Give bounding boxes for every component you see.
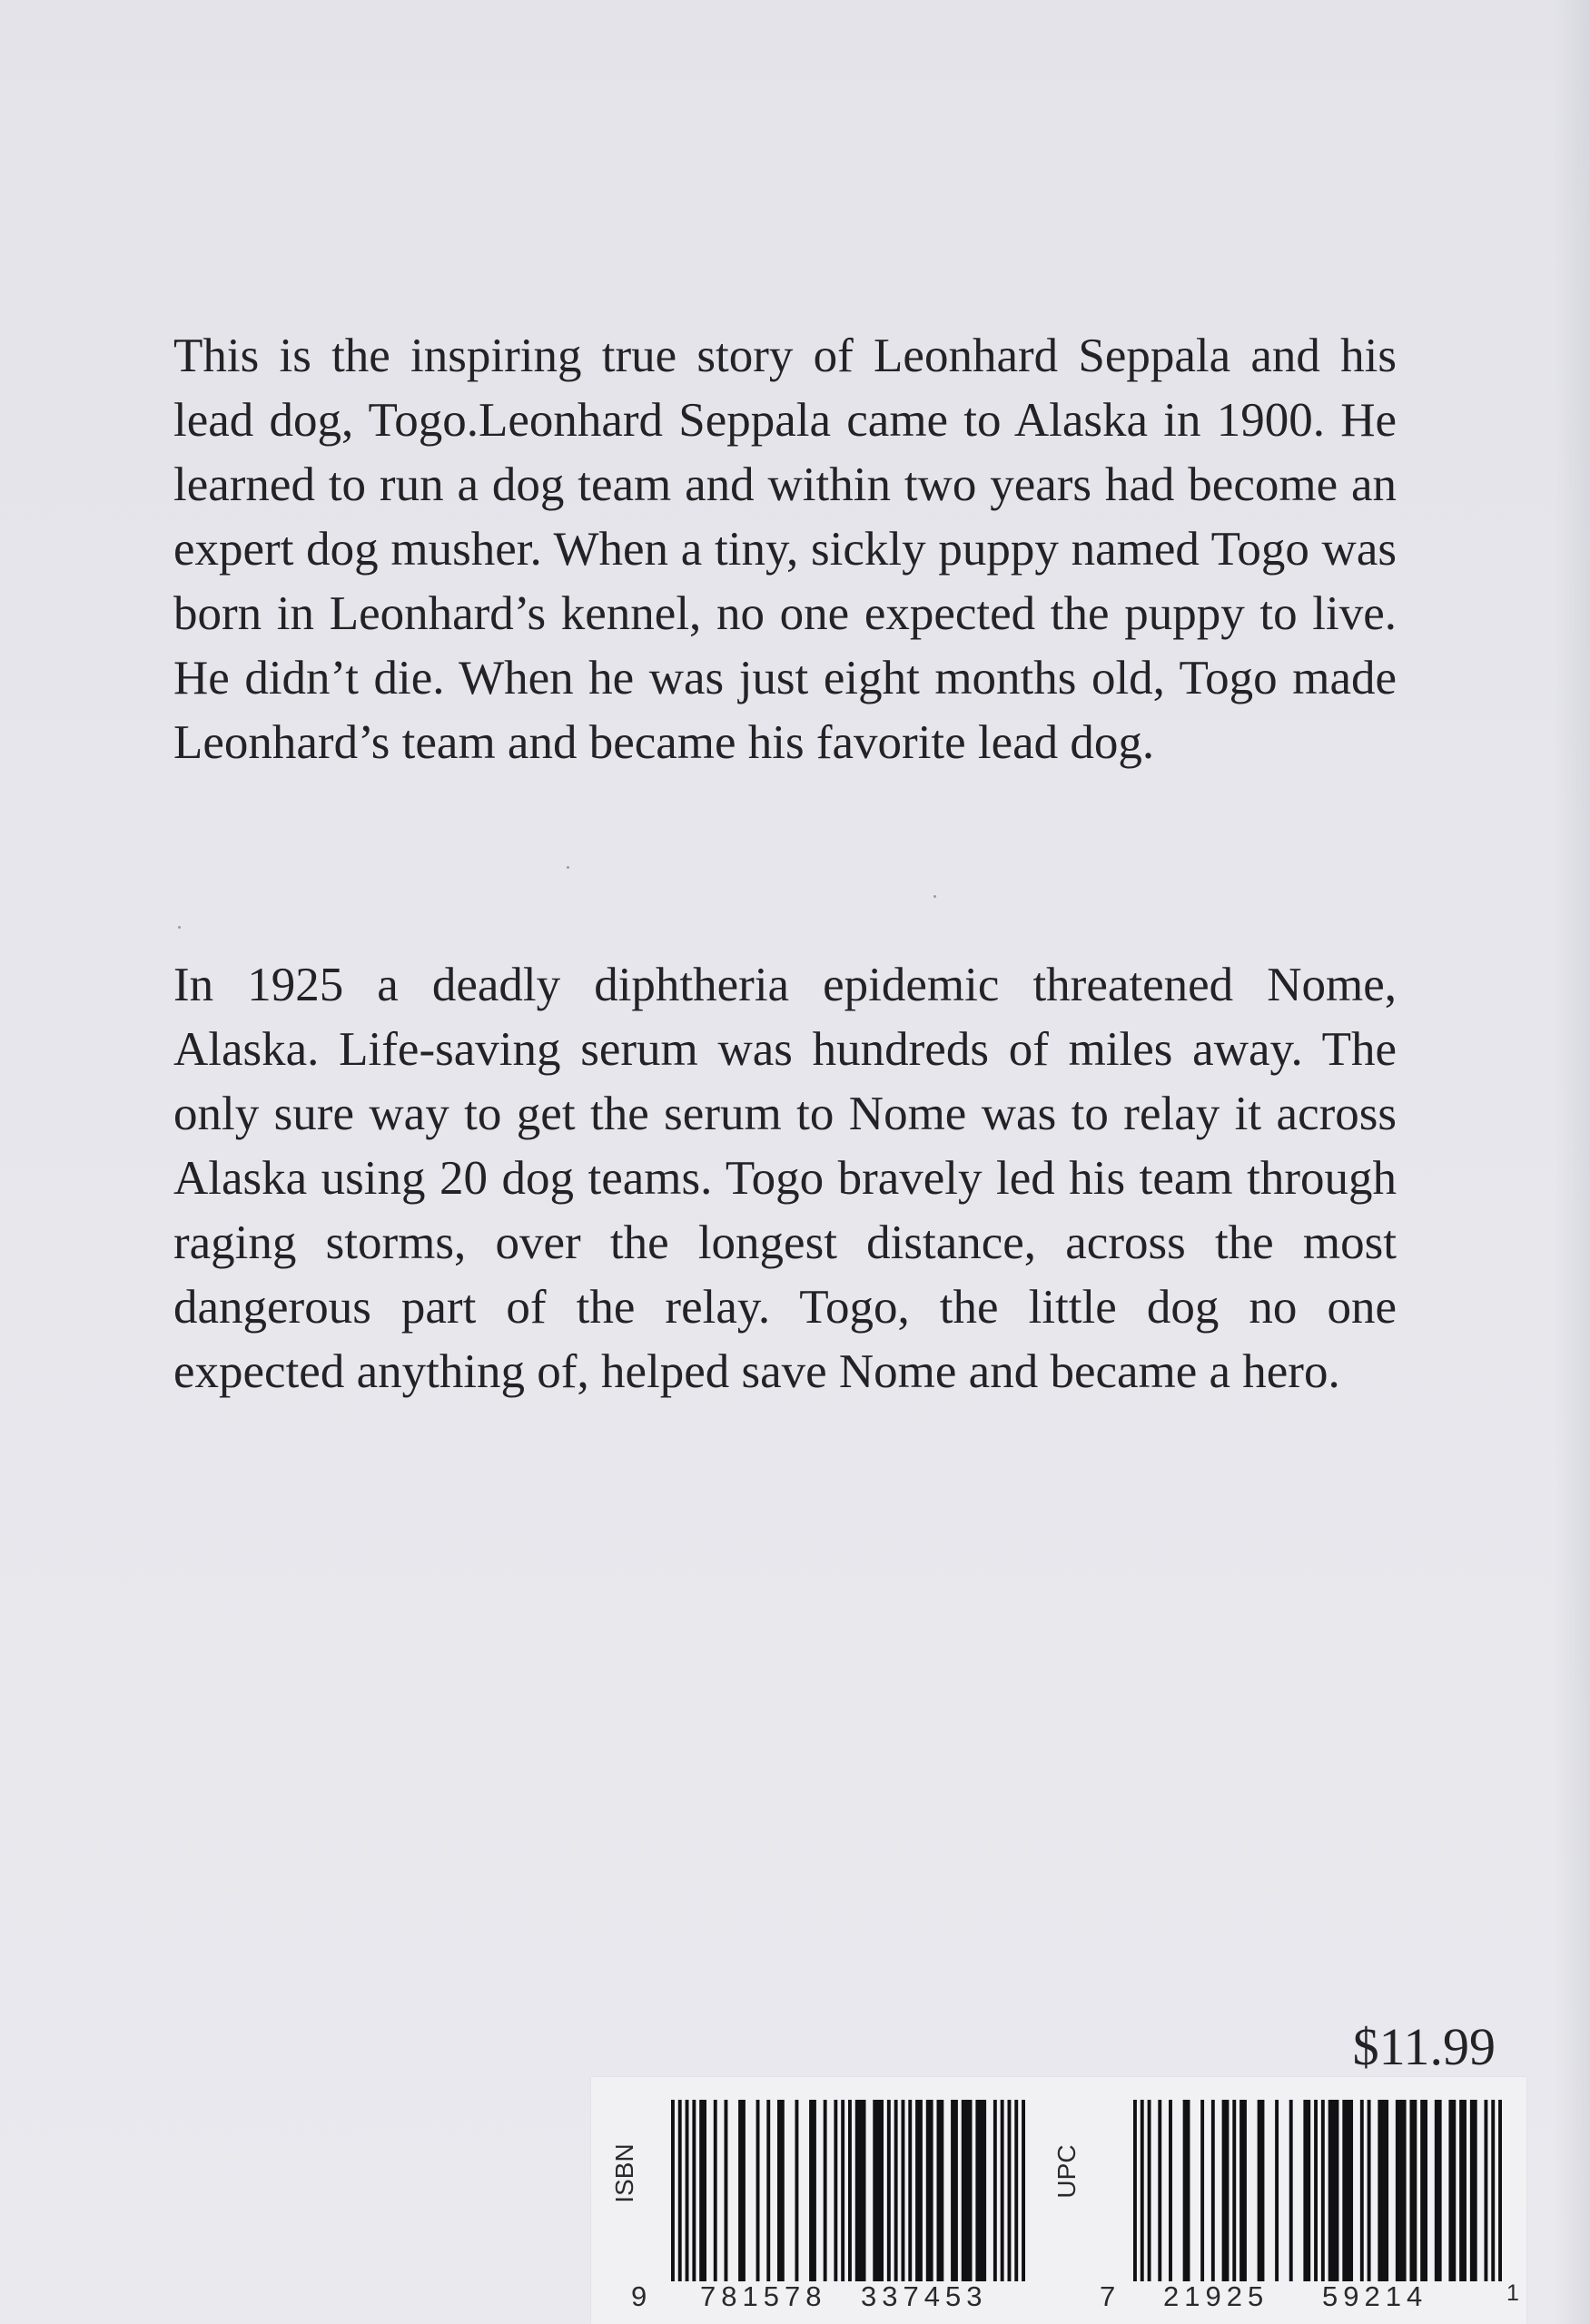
barcode-bar: [766, 2100, 770, 2281]
barcode-bar: [1008, 2100, 1012, 2281]
barcode-bar: [1258, 2100, 1265, 2281]
barcode-bar: [1148, 2100, 1151, 2281]
barcode-bar: [937, 2100, 944, 2281]
blurb-paragraph-1: This is the inspiring true story of Leonhard Seppala and his lead dog, Togo.Leonhard Seppala came to Alaska in 1900. He learned to run a dog team and within two years had become an expert dog musher. When a tiny, sickly puppy named Togo was born in Leonhard’s kennel, no one expected the puppy to live. He didn’t die. When he was just eight months old, Togo made Leonhard’s team and became his favorite lead dog.: [173, 330, 1397, 769]
blurb-paragraph-2: In 1925 a deadly diphtheria epidemic threatened Nome, Alaska. Life-saving serum was hundreds of miles away. The only sure way to get the serum to Nome was to relay it across Alaska using 20 dog teams. Togo bravely led his team through raging storms, over the longest distance, across the most dangerous part of the relay. Togo, the little dog no one expected anything of, helped save Nome and became a hero.: [173, 959, 1397, 1398]
print-speck: [178, 926, 181, 929]
barcode-bar: [1498, 2100, 1502, 2281]
barcode-bar: [1232, 2100, 1236, 2281]
barcode-bar: [962, 2100, 973, 2281]
isbn-barcode: [671, 2100, 1025, 2281]
barcode-bar: [1314, 2100, 1318, 2281]
barcode-bar: [908, 2100, 912, 2281]
upc-lead-digit: 7: [1100, 2280, 1121, 2312]
barcode-bar: [1141, 2100, 1144, 2281]
barcode-bar: [738, 2100, 746, 2281]
barcode-bar: [1484, 2100, 1487, 2281]
print-speck: [567, 866, 569, 869]
isbn-digits-right: 337453: [861, 2280, 988, 2312]
barcode-bar: [841, 2100, 844, 2281]
barcode-bar: [692, 2100, 696, 2281]
upc-digits-right: 59214: [1322, 2280, 1428, 2312]
barcode-bar: [951, 2100, 958, 2281]
barcode-bar: [1448, 2100, 1456, 2281]
barcode-bar: [975, 2100, 986, 2281]
barcode-bar: [1396, 2100, 1407, 2281]
barcode-bar: [902, 2100, 905, 2281]
barcode-bar: [894, 2100, 898, 2281]
barcode-bar: [887, 2100, 891, 2281]
barcode-bar: [1158, 2100, 1161, 2281]
upc-barcode: [1133, 2100, 1502, 2281]
isbn-digits-left: 781578: [700, 2280, 827, 2312]
price-label: $11.99: [1352, 2017, 1496, 2076]
upc-check-digit: 1: [1506, 2280, 1525, 2306]
barcode-bar: [809, 2100, 816, 2281]
barcode-bar: [1211, 2100, 1215, 2281]
barcode-bar: [777, 2100, 785, 2281]
barcode-bar: [1200, 2100, 1204, 2281]
barcode-bar: [824, 2100, 827, 2281]
barcode-bar: [1328, 2100, 1339, 2281]
cover-edge-shading: [1554, 0, 1590, 2324]
barcode-bar: [1133, 2100, 1137, 2281]
barcode-bar: [1420, 2100, 1427, 2281]
barcode-bar: [1360, 2100, 1364, 2281]
isbn-lead-digit: 9: [631, 2280, 653, 2312]
barcode-bar: [848, 2100, 852, 2281]
barcode-bar: [714, 2100, 717, 2281]
barcode-bar: [1169, 2100, 1172, 2281]
barcode-bar: [1491, 2100, 1495, 2281]
barcode-bar: [855, 2100, 866, 2281]
barcode-bar: [756, 2100, 760, 2281]
barcode-bar: [795, 2100, 799, 2281]
barcode-bar: [993, 2100, 997, 2281]
barcode-bar: [1014, 2100, 1018, 2281]
barcode-bar: [671, 2100, 675, 2281]
barcode-bar: [873, 2100, 884, 2281]
upc-digits-left: 21925: [1163, 2280, 1269, 2312]
barcode-panel: [591, 2077, 1526, 2324]
print-speck: [933, 895, 936, 898]
isbn-label: ISBN: [610, 2143, 638, 2203]
barcode-bar: [834, 2100, 837, 2281]
barcode-bar: [1435, 2100, 1442, 2281]
barcode-bar: [1321, 2100, 1325, 2281]
barcode-bar: [915, 2100, 923, 2281]
barcode-bar: [1239, 2100, 1247, 2281]
barcode-bar: [1022, 2100, 1025, 2281]
barcode-bar: [1470, 2100, 1477, 2281]
barcode-bar: [1183, 2100, 1190, 2281]
barcode-bar: [1368, 2100, 1371, 2281]
barcode-bar: [1410, 2100, 1417, 2281]
barcode-bar: [1275, 2100, 1279, 2281]
barcode-bar: [1459, 2100, 1467, 2281]
barcode-bar: [1342, 2100, 1353, 2281]
barcode-bar: [699, 2100, 706, 2281]
barcode-bar: [926, 2100, 933, 2281]
barcode-bar: [1289, 2100, 1293, 2281]
barcode-bar: [1222, 2100, 1230, 2281]
barcode-bar: [1303, 2100, 1310, 2281]
upc-label: UPC: [1052, 2144, 1081, 2199]
barcode-bar: [686, 2100, 689, 2281]
barcode-bar: [1001, 2100, 1004, 2281]
barcode-bar: [725, 2100, 728, 2281]
barcode-bar: [678, 2100, 682, 2281]
barcode-bar: [1378, 2100, 1388, 2281]
